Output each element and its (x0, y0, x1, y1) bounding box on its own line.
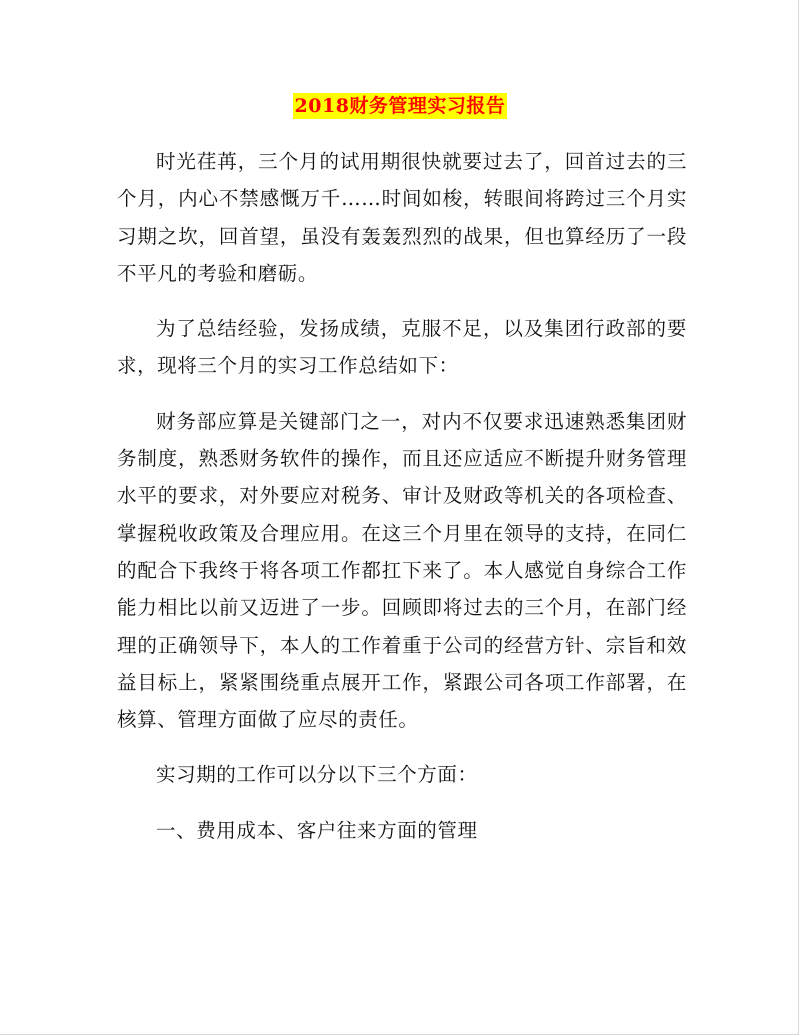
paragraph-section-one-heading: 一、费用成本、客户往来方面的管理 (156, 818, 478, 842)
paragraph-intro: 时光荏苒，三个月的试用期很快就要过去了，回首过去的三个月，内心不禁感慨万千……时间如梭，转眼间将跨过三个月实习期之坎，回首望，虽没有轰轰烈烈的战果，但也算经历了一段不平凡的考验和磨砺。 (117, 150, 687, 285)
paragraph-purpose: 为了总结经验，发扬成绩，克服不足，以及集团行政部的要求，现将三个月的实习工作总结如下： (117, 317, 687, 378)
paragraph-work-aspects: 实习期的工作可以分以下三个方面： (156, 763, 478, 787)
title-container (0, 93, 800, 119)
paragraph-department: 财务部应算是关键部门之一，对内不仅要求迅速熟悉集团财务制度，熟悉财务软件的操作，而且还应适应不断提升财务管理水平的要求，对外要应对税务、审计及财政等机关的各项检查、掌握税收政策及合理应用。在这三个月里在领导的支持，在同仁的配合下我终于将各项工作都扛下来了。本人感觉自身综合工作能力相比以前又迈进了一步。回顾即将过去的三个月，在部门经理的正确领导下，本人的工作着重于公司的经营方针、宗旨和效益目标上，紧紧围绕重点展开工作，紧跟公司各项工作部署，在核算、管理方面做了应尽的责任。 (117, 409, 687, 732)
document-title: 2018财务管理实习报告 (294, 95, 506, 117)
document-body (117, 143, 687, 867)
